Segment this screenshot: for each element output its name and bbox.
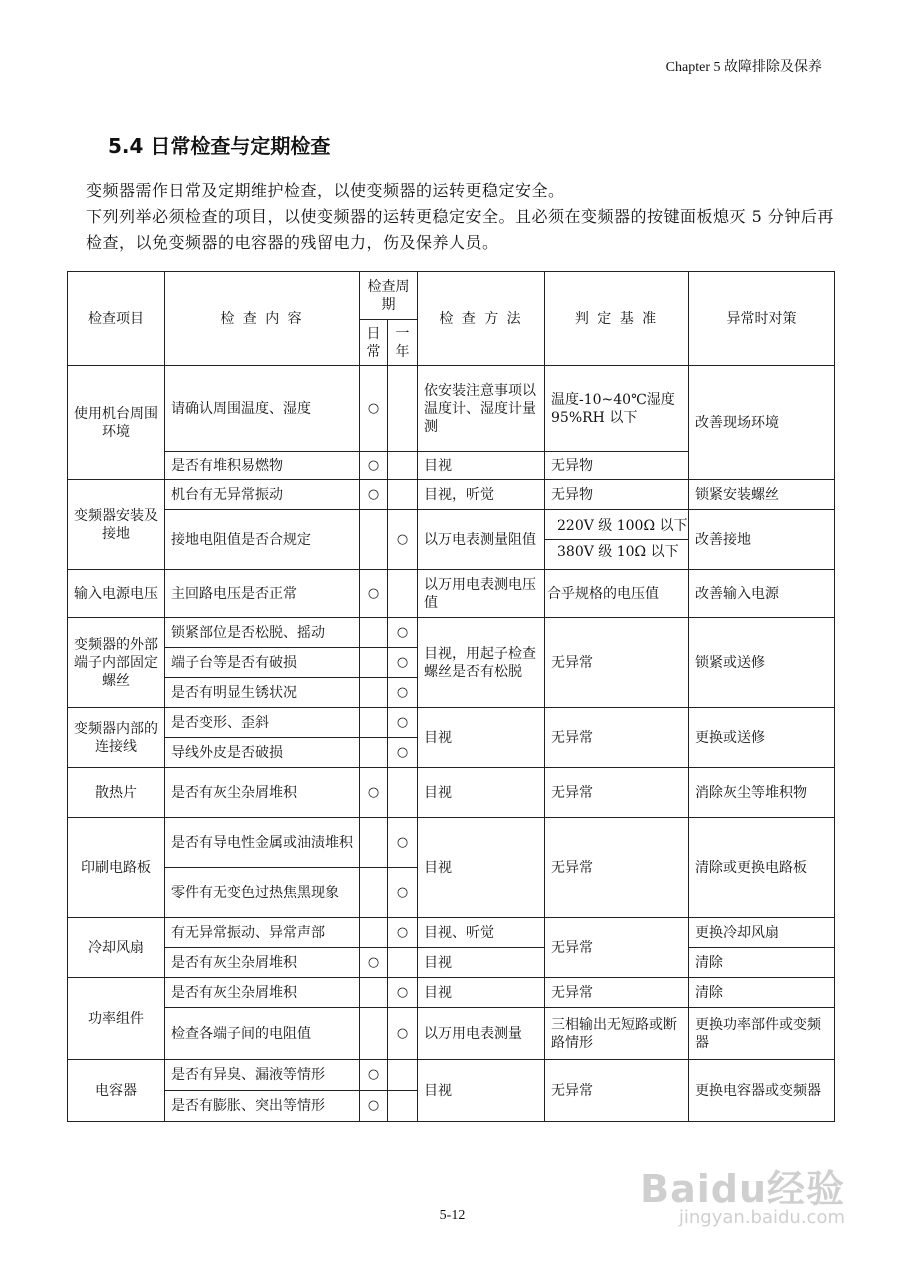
row-content: 是否有导电性金属或油渍堆积 [165, 818, 360, 868]
table-row [68, 510, 835, 570]
row-content: 请确认周围温度、湿度 [165, 366, 360, 452]
table-row [68, 1008, 835, 1060]
row-item: 使用机台周围环境 [68, 366, 165, 480]
row-daily-mark: ○ [360, 768, 388, 818]
row-criteria: 温度-10~40℃湿度 95%RH 以下 [545, 366, 689, 452]
row-yearly-mark: ○ [388, 678, 418, 708]
page-number: 5-12 [439, 1208, 466, 1223]
table-row [68, 948, 835, 978]
criteria-line: 220V 级 100Ω 以下 [545, 514, 688, 540]
intro-paragraph-1: 变频器需作日常及定期维护检查，以使变频器的运转更稳定安全。 [86, 181, 565, 200]
table-row [68, 818, 835, 868]
chapter-header: Chapter 5 故障排除及保养 [665, 60, 822, 75]
row-yearly-mark [388, 452, 418, 480]
intro-text [86, 178, 836, 256]
row-daily-mark [360, 708, 388, 738]
row-daily-mark: ○ [360, 480, 388, 510]
row-yearly-mark: ○ [388, 648, 418, 678]
row-yearly-mark: ○ [388, 1008, 418, 1060]
row-daily-mark [360, 678, 388, 708]
row-daily-mark [360, 738, 388, 768]
row-content: 是否有堆积易燃物 [165, 452, 360, 480]
row-daily-mark: ○ [360, 366, 388, 452]
row-action: 更换电容器或变频器 [689, 1060, 835, 1122]
row-action: 清除或更换电路板 [689, 818, 835, 918]
row-criteria: 无异常 [545, 708, 689, 768]
row-item: 散热片 [68, 768, 165, 818]
row-criteria: 三相输出无短路或断路情形 [545, 1008, 689, 1060]
header-yearly: 一年 [388, 320, 418, 366]
watermark-logo: Baidu经验 [640, 1167, 845, 1211]
row-yearly-mark [388, 1091, 418, 1122]
header-item: 检查项目 [68, 272, 165, 366]
watermark [640, 1158, 845, 1228]
row-criteria: 无异物 [545, 452, 689, 480]
row-daily-mark: ○ [360, 948, 388, 978]
row-action: 更换冷却风扇 [689, 918, 835, 948]
row-content: 是否有异臭、漏液等情形 [165, 1060, 360, 1091]
row-method: 目视 [418, 818, 545, 918]
table-row [68, 618, 835, 648]
row-item: 功率组件 [68, 978, 165, 1060]
row-daily-mark [360, 1008, 388, 1060]
table-row [68, 918, 835, 948]
row-action: 锁紧安装螺丝 [689, 480, 835, 510]
row-method: 以万用电表测量 [418, 1008, 545, 1060]
row-yearly-mark [388, 948, 418, 978]
row-action: 改善现场环境 [689, 366, 835, 480]
row-action: 改善接地 [689, 510, 835, 570]
row-yearly-mark: ○ [388, 618, 418, 648]
row-daily-mark [360, 648, 388, 678]
row-yearly-mark: ○ [388, 708, 418, 738]
row-content: 机台有无异常振动 [165, 480, 360, 510]
table-row [68, 570, 835, 618]
row-action: 清除 [689, 948, 835, 978]
row-method: 依安装注意事项以温度计、湿度计量测 [418, 366, 545, 452]
row-method: 目视 [418, 768, 545, 818]
header-content: 检 查 内 容 [165, 272, 360, 366]
row-action: 锁紧或送修 [689, 618, 835, 708]
row-yearly-mark: ○ [388, 918, 418, 948]
row-method: 以万用电表测电压值 [418, 570, 545, 618]
row-action: 改善输入电源 [689, 570, 835, 618]
criteria-line: 380V 级 10Ω 以下 [557, 544, 679, 560]
row-content: 端子台等是否有破损 [165, 648, 360, 678]
row-method: 目视、听觉 [418, 918, 545, 948]
row-content: 接地电阻值是否合规定 [165, 510, 360, 570]
row-item: 输入电源电压 [68, 570, 165, 618]
row-yearly-mark: ○ [388, 510, 418, 570]
row-content: 是否有明显生锈状况 [165, 678, 360, 708]
row-content: 是否变形、歪斜 [165, 708, 360, 738]
row-criteria: 无异常 [545, 768, 689, 818]
row-criteria: 无异常 [545, 1060, 689, 1122]
row-daily-mark [360, 918, 388, 948]
table-row [68, 978, 835, 1008]
row-criteria [545, 510, 689, 570]
row-method: 目视 [418, 452, 545, 480]
row-action: 更换或送修 [689, 708, 835, 768]
header-daily: 日常 [360, 320, 388, 366]
row-yearly-mark [388, 1060, 418, 1091]
row-method: 以万电表测量阻值 [418, 510, 545, 570]
header-criteria: 判 定 基 准 [545, 272, 689, 366]
row-criteria: 无异物 [545, 480, 689, 510]
header-method: 检 查 方 法 [418, 272, 545, 366]
row-yearly-mark [388, 768, 418, 818]
row-daily-mark: ○ [360, 1091, 388, 1122]
watermark-url: jingyan.baidu.com [678, 1207, 845, 1228]
row-content: 锁紧部位是否松脱、摇动 [165, 618, 360, 648]
row-yearly-mark [388, 480, 418, 510]
row-method: 目视 [418, 948, 545, 978]
row-daily-mark: ○ [360, 1060, 388, 1091]
row-daily-mark [360, 868, 388, 918]
row-method: 目视 [418, 978, 545, 1008]
row-yearly-mark [388, 570, 418, 618]
row-criteria: 无异常 [545, 618, 689, 708]
row-content: 有无异常振动、异常声部 [165, 918, 360, 948]
row-yearly-mark: ○ [388, 868, 418, 918]
table-row [68, 1060, 835, 1091]
row-method: 目视 [418, 1060, 545, 1122]
row-yearly-mark: ○ [388, 818, 418, 868]
table-row [68, 768, 835, 818]
row-item: 变频器安装及接地 [68, 480, 165, 570]
check-table [67, 271, 835, 1122]
row-content: 是否有灰尘杂屑堆积 [165, 768, 360, 818]
row-item: 变频器内部的连接线 [68, 708, 165, 768]
row-item: 冷却风扇 [68, 918, 165, 978]
row-content: 是否有灰尘杂屑堆积 [165, 948, 360, 978]
row-criteria: 无异常 [545, 978, 689, 1008]
row-criteria: 无异常 [545, 818, 689, 918]
row-criteria: 合乎规格的电压值 [545, 570, 689, 618]
row-content: 主回路电压是否正常 [165, 570, 360, 618]
row-action: 清除 [689, 978, 835, 1008]
table-row [68, 480, 835, 510]
row-content: 零件有无变色过热焦黑现象 [165, 868, 360, 918]
row-yearly-mark: ○ [388, 738, 418, 768]
table-row [68, 366, 835, 452]
row-daily-mark [360, 818, 388, 868]
row-daily-mark [360, 978, 388, 1008]
row-action: 更换功率部件或变频器 [689, 1008, 835, 1060]
section-title: 5.4 日常检查与定期检查 [108, 134, 331, 158]
header-period: 检查周期 [360, 272, 418, 320]
row-item: 印刷电路板 [68, 818, 165, 918]
row-daily-mark [360, 618, 388, 648]
row-yearly-mark [388, 366, 418, 452]
row-content: 是否有膨胀、突出等情形 [165, 1091, 360, 1122]
row-yearly-mark: ○ [388, 978, 418, 1008]
row-daily-mark: ○ [360, 452, 388, 480]
row-daily-mark [360, 510, 388, 570]
table-row [68, 708, 835, 738]
row-action: 消除灰尘等堆积物 [689, 768, 835, 818]
row-criteria: 无异常 [545, 918, 689, 978]
row-daily-mark: ○ [360, 570, 388, 618]
row-method: 目视 [418, 708, 545, 768]
row-method: 目视，听觉 [418, 480, 545, 510]
header-action: 异常时对策 [689, 272, 835, 366]
row-content: 检查各端子间的电阻值 [165, 1008, 360, 1060]
row-item: 变频器的外部端子内部固定螺丝 [68, 618, 165, 708]
intro-paragraph-2: 下列列举必须检查的项目，以使变频器的运转更稳定安全。且必须在变频器的按键面板熄灭 5 分钟后再检查，以免变频器的电容器的残留电力，伤及保养人员。 [86, 207, 834, 252]
row-content: 导线外皮是否破损 [165, 738, 360, 768]
row-content: 是否有灰尘杂屑堆积 [165, 978, 360, 1008]
row-method: 目视，用起子检查螺丝是否有松脱 [418, 618, 545, 708]
row-item: 电容器 [68, 1060, 165, 1122]
